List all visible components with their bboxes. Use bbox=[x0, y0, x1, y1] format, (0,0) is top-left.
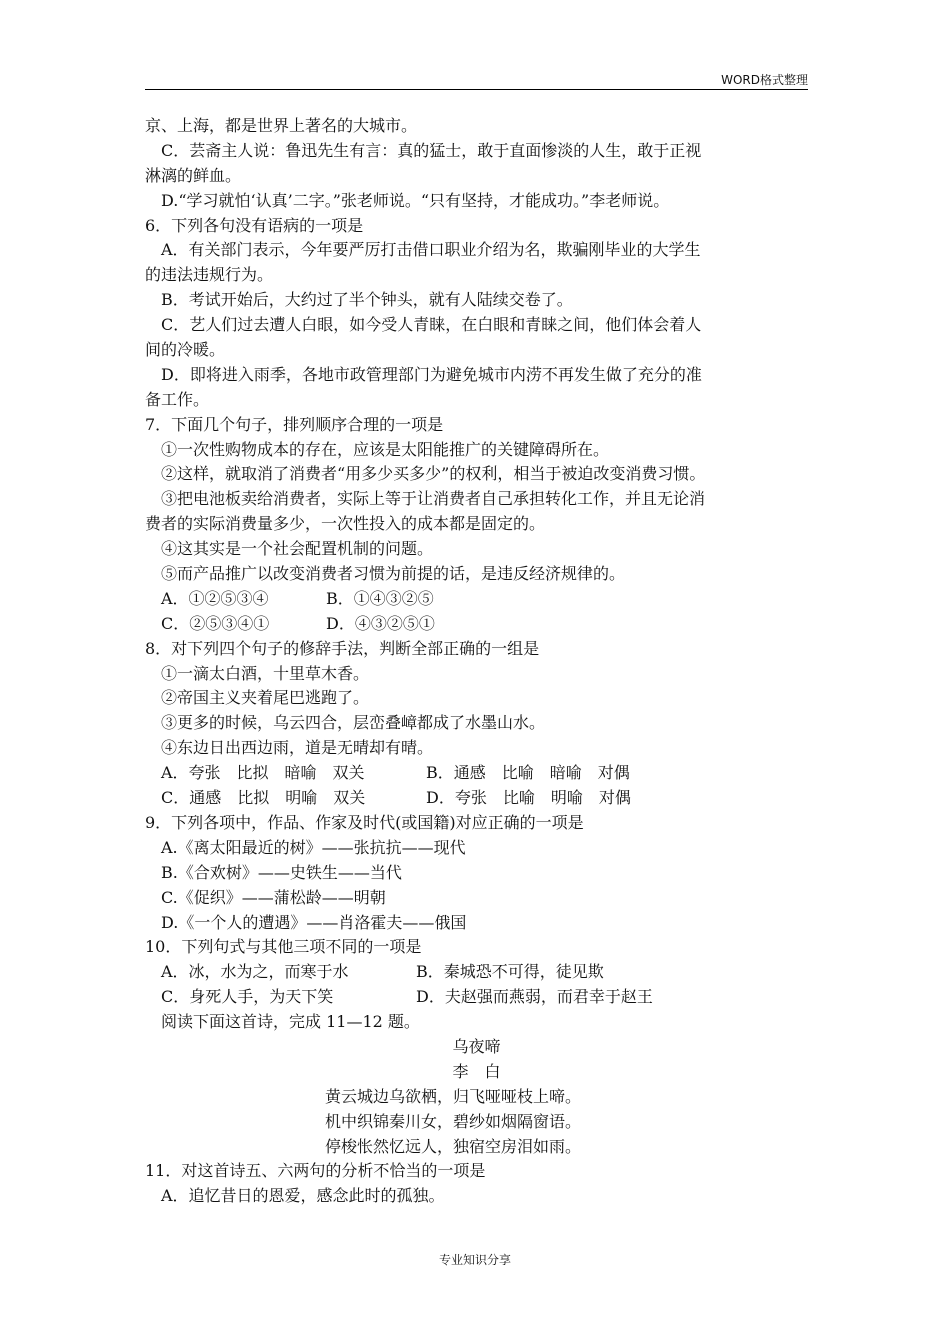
q8-option-d: D．夸张 比喻 明喻 对偶 bbox=[426, 788, 631, 808]
q10-options-cd bbox=[145, 985, 825, 1010]
poem-line-3: 停梭怅然忆远人，独宿空房泪如雨。 bbox=[325, 1136, 582, 1156]
q8-sentence-3: ③更多的时候，乌云四合，层峦叠嶂都成了水墨山水。 bbox=[161, 713, 546, 733]
page-header: WORD格式整理 bbox=[145, 72, 808, 90]
q5-option-c-line2: 淋漓的鲜血。 bbox=[145, 165, 242, 185]
q7-option-b: B．①④③②⑤ bbox=[326, 588, 434, 608]
q6-option-a-line1: A．有关部门表示，今年要严厉打击借口职业介绍为名，欺骗刚毕业的大学生 bbox=[161, 240, 701, 260]
q6-option-c-line2: 间的冷暖。 bbox=[145, 340, 226, 360]
q10-options-ab bbox=[145, 960, 825, 985]
q8-sentence-1: ①一滴太白酒，十里草木香。 bbox=[161, 663, 370, 683]
q9-stem: 9．下列各项中，作品、作家及时代(或国籍)对应正确的一项是 bbox=[145, 812, 584, 832]
page-footer: 专业知识分享 bbox=[438, 1253, 511, 1267]
q11-stem: 11．对这首诗五、六两句的分析不恰当的一项是 bbox=[145, 1161, 486, 1181]
q10-option-a: A．冰，水为之，而寒于水 bbox=[161, 962, 349, 982]
q6-option-d-line1: D．即将进入雨季，各地市政管理部门为避免城市内涝不再发生做了充分的准 bbox=[161, 364, 702, 384]
q11-option-a: A．追忆昔日的恩爱，感念此时的孤独。 bbox=[161, 1186, 445, 1206]
q7-sentence-3-line1: ③把电池板卖给消费者，实际上等于让消费者自己承担转化工作，并且无论消 bbox=[161, 489, 706, 509]
q8-options-cd bbox=[145, 786, 825, 811]
q8-stem: 8．对下列四个句子的修辞手法，判断全部正确的一组是 bbox=[145, 638, 540, 658]
q6-stem: 6．下列各句没有语病的一项是 bbox=[145, 215, 364, 235]
q6-option-d-line2: 备工作。 bbox=[145, 389, 210, 409]
q7-sentence-3-line2: 费者的实际消费量多少，一次性投入的成本都是固定的。 bbox=[145, 514, 546, 534]
poem-author: 李 白 bbox=[452, 1061, 501, 1081]
q10-option-c: C．身死人手，为天下笑 bbox=[161, 987, 334, 1007]
q7-option-d: D．④③②⑤① bbox=[326, 613, 435, 633]
poem-title: 乌夜啼 bbox=[452, 1036, 501, 1056]
q7-sentence-1: ①一次性购物成本的存在，应该是太阳能推广的关键障碍所在。 bbox=[161, 439, 610, 459]
q7-options-cd bbox=[145, 612, 825, 637]
q9-option-d: D.《一个人的遭遇》——肖洛霍夫——俄国 bbox=[161, 912, 467, 932]
q8-options-ab bbox=[145, 761, 825, 786]
q7-sentence-5: ⑤而产品推广以改变消费者习惯为前提的话，是违反经济规律的。 bbox=[161, 564, 626, 584]
q9-option-c: C.《促织》——蒲松龄——明朝 bbox=[161, 887, 386, 907]
q8-option-a: A．夸张 比拟 暗喻 双关 bbox=[161, 763, 365, 783]
q7-option-c: C．②⑤③④① bbox=[161, 613, 270, 633]
q6-option-c-line1: C．艺人们过去遭人白眼，如今受人青睐，在白眼和青睐之间，他们体会着人 bbox=[161, 315, 702, 335]
q10-stem: 10．下列句式与其他三项不同的一项是 bbox=[145, 937, 422, 957]
q9-option-b: B.《合欢树》——史铁生——当代 bbox=[161, 862, 402, 882]
q7-sentence-4: ④这其实是一个社会配置机制的问题。 bbox=[161, 539, 434, 559]
q8-option-b: B．通感 比喻 暗喻 对偶 bbox=[426, 763, 630, 783]
poem-line-1: 黄云城边乌欲栖，归飞哑哑枝上啼。 bbox=[325, 1086, 582, 1106]
q8-option-c: C．通感 比拟 明喻 双关 bbox=[161, 788, 366, 808]
document-body bbox=[145, 114, 825, 1209]
q7-option-a: A．①②⑤③④ bbox=[161, 588, 269, 608]
poem-line-2: 机中织锦秦川女，碧纱如烟隔窗语。 bbox=[325, 1111, 582, 1131]
q5-option-c-line1: C．芸斋主人说：鲁迅先生有言：真的猛士，敢于直面惨淡的人生，敢于正视 bbox=[161, 140, 702, 160]
q8-sentence-4: ④东边日出西边雨，道是无晴却有晴。 bbox=[161, 738, 434, 758]
q6-option-a-line2: 的违法违规行为。 bbox=[145, 265, 274, 285]
q5-continuation: 京、上海，都是世界上著名的大城市。 bbox=[145, 116, 418, 135]
q6-option-b: B．考试开始后，大约过了半个钟头，就有人陆续交卷了。 bbox=[161, 290, 573, 310]
q9-option-a: A.《离太阳最近的树》——张抗抗——现代 bbox=[161, 837, 466, 857]
q7-options-ab bbox=[145, 587, 825, 612]
q10-option-d: D．夫赵强而燕弱，而君幸于赵王 bbox=[416, 987, 653, 1007]
q7-stem: 7．下面几个句子，排列顺序合理的一项是 bbox=[145, 414, 444, 434]
q7-sentence-2: ②这样，就取消了消费者“用多少买多少”的权利，相当于被迫改变消费习惯。 bbox=[161, 464, 706, 484]
reading-intro: 阅读下面这首诗，完成 11—12 题。 bbox=[161, 1012, 420, 1032]
q5-option-d: D.“学习就怕‘认真’二字。”张老师说。“只有坚持，才能成功。”李老师说。 bbox=[161, 190, 670, 210]
q10-option-b: B．秦城恐不可得，徒见欺 bbox=[416, 962, 604, 982]
q8-sentence-2: ②帝国主义夹着尾巴逃跑了。 bbox=[161, 688, 370, 708]
